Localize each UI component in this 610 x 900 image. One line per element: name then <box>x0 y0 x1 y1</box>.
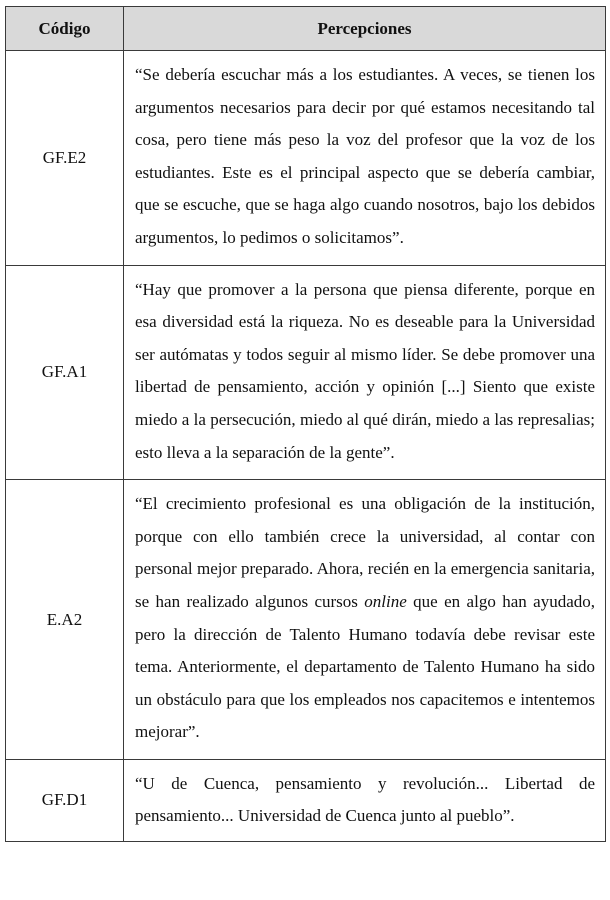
header-code: Código <box>6 7 124 51</box>
header-row <box>6 7 606 51</box>
perception-text: “Hay que promover a la persona que piensa diferente, porque en esa diversidad está la riqueza. No es deseable para la Universidad ser autómatas y todos seguir al mismo líder. Se debe promover una libertad de pensamiento, acción y opinión [...] Siento que existe miedo a la persecución, miedo al qué dirán, miedo a las represalias; esto lleva a la separación de la gente”. <box>135 279 595 462</box>
perception-text: “El crecimiento profesional es una obligación de la institución, porque con ello también crece la universidad, al contar con personal mejor preparado. Ahora, recién en la emergencia sanitaria, se han realizado algunos cursos <box>135 494 595 611</box>
table-row <box>6 480 606 760</box>
perception-text: “U de Cuenca, pensamiento y revolución... Libertad de pensamiento... Universidad de Cuenca junto al pueblo”. <box>135 773 595 826</box>
row-perception <box>124 759 606 841</box>
perception-text-italic: online <box>364 591 407 611</box>
row-perception <box>124 480 606 760</box>
row-perception <box>124 51 606 266</box>
table-row <box>6 265 606 480</box>
row-code: GF.A1 <box>6 265 124 480</box>
table-row <box>6 759 606 841</box>
table-body <box>6 51 606 842</box>
perception-text: “Se debería escuchar más a los estudiantes. A veces, se tienen los argumentos necesarios para decir por qué estamos necesitando tal cosa, pero tiene más peso la voz del profesor que la voz de los estudiantes. Este es el principal aspecto que se debería cambiar, que se escuche, que se haga algo cuando nosotros, bajo los debidos argumentos, lo pedimos o solicitamos”. <box>135 65 595 247</box>
table-header <box>6 7 606 51</box>
row-code: GF.D1 <box>6 759 124 841</box>
perception-text: que en algo han ayudado, pero la dirección de Talento Humano todavía debe revisar este tema. Anteriormente, el departamento de Talento Humano ha sido un obstáculo para que los empleados nos capacitemos e intentemos mejorar”. <box>135 591 595 742</box>
row-code: GF.E2 <box>6 51 124 266</box>
row-code: E.A2 <box>6 480 124 760</box>
header-perceptions: Percepciones <box>124 7 606 51</box>
perceptions-table <box>5 6 606 842</box>
table-row <box>6 51 606 266</box>
row-perception <box>124 265 606 480</box>
